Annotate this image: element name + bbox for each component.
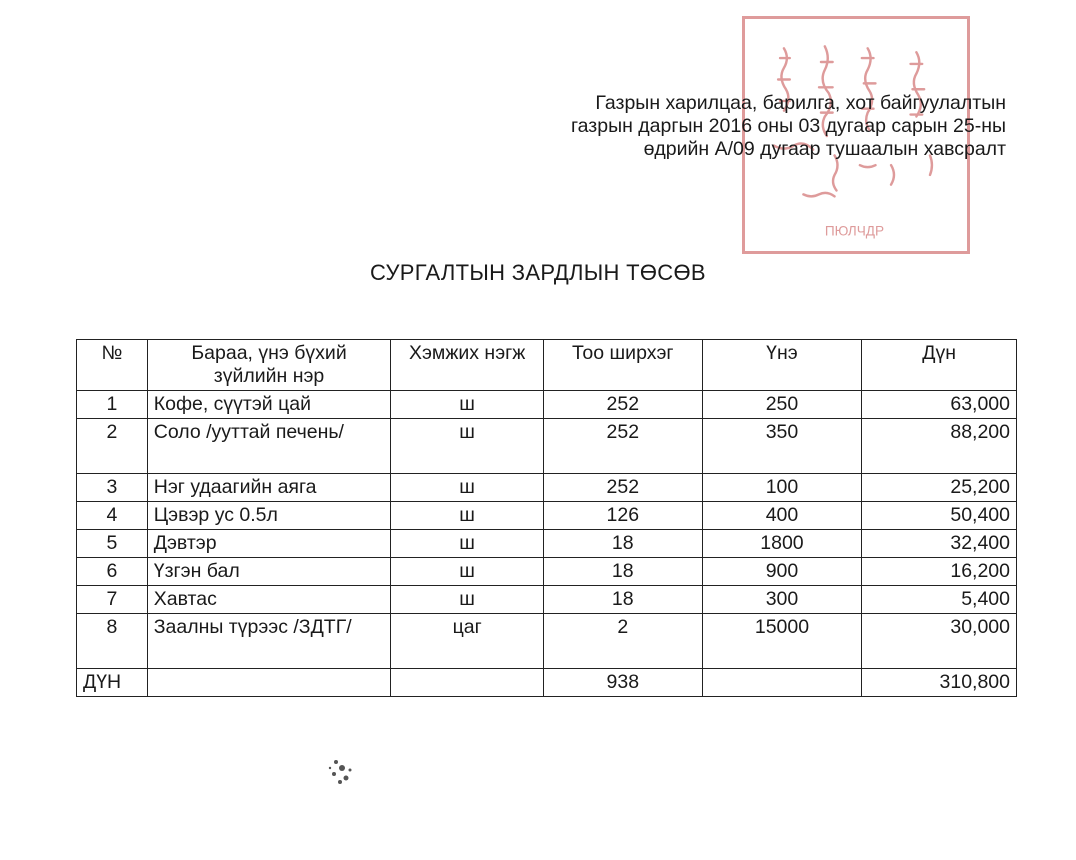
table-row (77, 614, 1017, 669)
cell-no: 2 (77, 419, 148, 474)
cell-no: 3 (77, 474, 148, 502)
cell-qty: 252 (543, 419, 702, 474)
cell-name: Нэг удаагийн аяга (147, 474, 391, 502)
cell-no: 1 (77, 391, 148, 419)
cell-name: Хавтас (147, 586, 391, 614)
cell-total: 25,200 (862, 474, 1017, 502)
cell-price: 100 (702, 474, 862, 502)
header-note-line-3: өдрийн А/09 дугаар тушаалын хавсралт (643, 138, 1006, 160)
cell-total: 5,400 (862, 586, 1017, 614)
table-total-row (77, 669, 1017, 697)
cell-total: 88,200 (862, 419, 1017, 474)
cell-total: 50,400 (862, 502, 1017, 530)
cell-name: Заалны түрээс /ЗДТГ/ (147, 614, 391, 669)
cell-unit: ш (391, 419, 544, 474)
budget-table (76, 339, 1017, 697)
cell-total: 30,000 (862, 614, 1017, 669)
cell-qty: 252 (543, 474, 702, 502)
cell-price: 1800 (702, 530, 862, 558)
cell-qty: 126 (543, 502, 702, 530)
cell-price: 300 (702, 586, 862, 614)
cell-unit: ш (391, 586, 544, 614)
cell-price: 15000 (702, 614, 862, 669)
table-row (77, 586, 1017, 614)
cell-unit: ш (391, 391, 544, 419)
cell-qty: 252 (543, 391, 702, 419)
cell-total: 63,000 (862, 391, 1017, 419)
cell-name: Үзгэн бал (147, 558, 391, 586)
cell-no: 7 (77, 586, 148, 614)
header-name: Бараа, үнэ бүхий зүйлийн нэр (147, 340, 391, 391)
table-row (77, 391, 1017, 419)
cell-price: 400 (702, 502, 862, 530)
cell-price: 250 (702, 391, 862, 419)
header-total: Дүн (862, 340, 1017, 391)
table-row (77, 419, 1017, 474)
cell-qty: 2 (543, 614, 702, 669)
cell-no: 5 (77, 530, 148, 558)
cell-no: 6 (77, 558, 148, 586)
cell-qty: 18 (543, 586, 702, 614)
cell-qty: 18 (543, 530, 702, 558)
total-qty: 938 (543, 669, 702, 697)
table-row (77, 502, 1017, 530)
cell-unit: ш (391, 502, 544, 530)
table-row (77, 474, 1017, 502)
scan-smudge-icon (322, 752, 362, 792)
header-price: Үнэ (702, 340, 862, 391)
total-price-empty (702, 669, 862, 697)
cell-unit: ш (391, 530, 544, 558)
cell-qty: 18 (543, 558, 702, 586)
header-note-line-1: Газрын харилцаа, барилга, хот байгуулалтын (595, 92, 1006, 114)
cell-name: Кофе, сүүтэй цай (147, 391, 391, 419)
cell-name: Соло /ууттай печень/ (147, 419, 391, 474)
cell-total: 16,200 (862, 558, 1017, 586)
total-unit-empty (391, 669, 544, 697)
total-label: ДҮН (77, 669, 148, 697)
cell-name: Цэвэр ус 0.5л (147, 502, 391, 530)
cell-name: Дэвтэр (147, 530, 391, 558)
cell-price: 350 (702, 419, 862, 474)
table-header-row (77, 340, 1017, 391)
table-row (77, 558, 1017, 586)
cell-total: 32,400 (862, 530, 1017, 558)
header-unit: Хэмжих нэгж (391, 340, 544, 391)
cell-price: 900 (702, 558, 862, 586)
header-qty: Тоо ширхэг (543, 340, 702, 391)
header-note-line-2: газрын даргын 2016 оны 03 дугаар сарын 25-ны (570, 115, 1006, 137)
svg-text:ПЮЛЧДР: ПЮЛЧДР (824, 223, 885, 239)
cell-unit: ш (391, 558, 544, 586)
cell-unit: цаг (391, 614, 544, 669)
cell-unit: ш (391, 474, 544, 502)
total-sum: 310,800 (862, 669, 1017, 697)
table-row (77, 530, 1017, 558)
cell-no: 4 (77, 502, 148, 530)
total-name-empty (147, 669, 391, 697)
header-note (571, 92, 1006, 161)
cell-no: 8 (77, 614, 148, 669)
header-no: № (77, 340, 148, 391)
document-title: СУРГАЛТЫН ЗАРДЛЫН ТӨСӨВ (370, 260, 706, 285)
